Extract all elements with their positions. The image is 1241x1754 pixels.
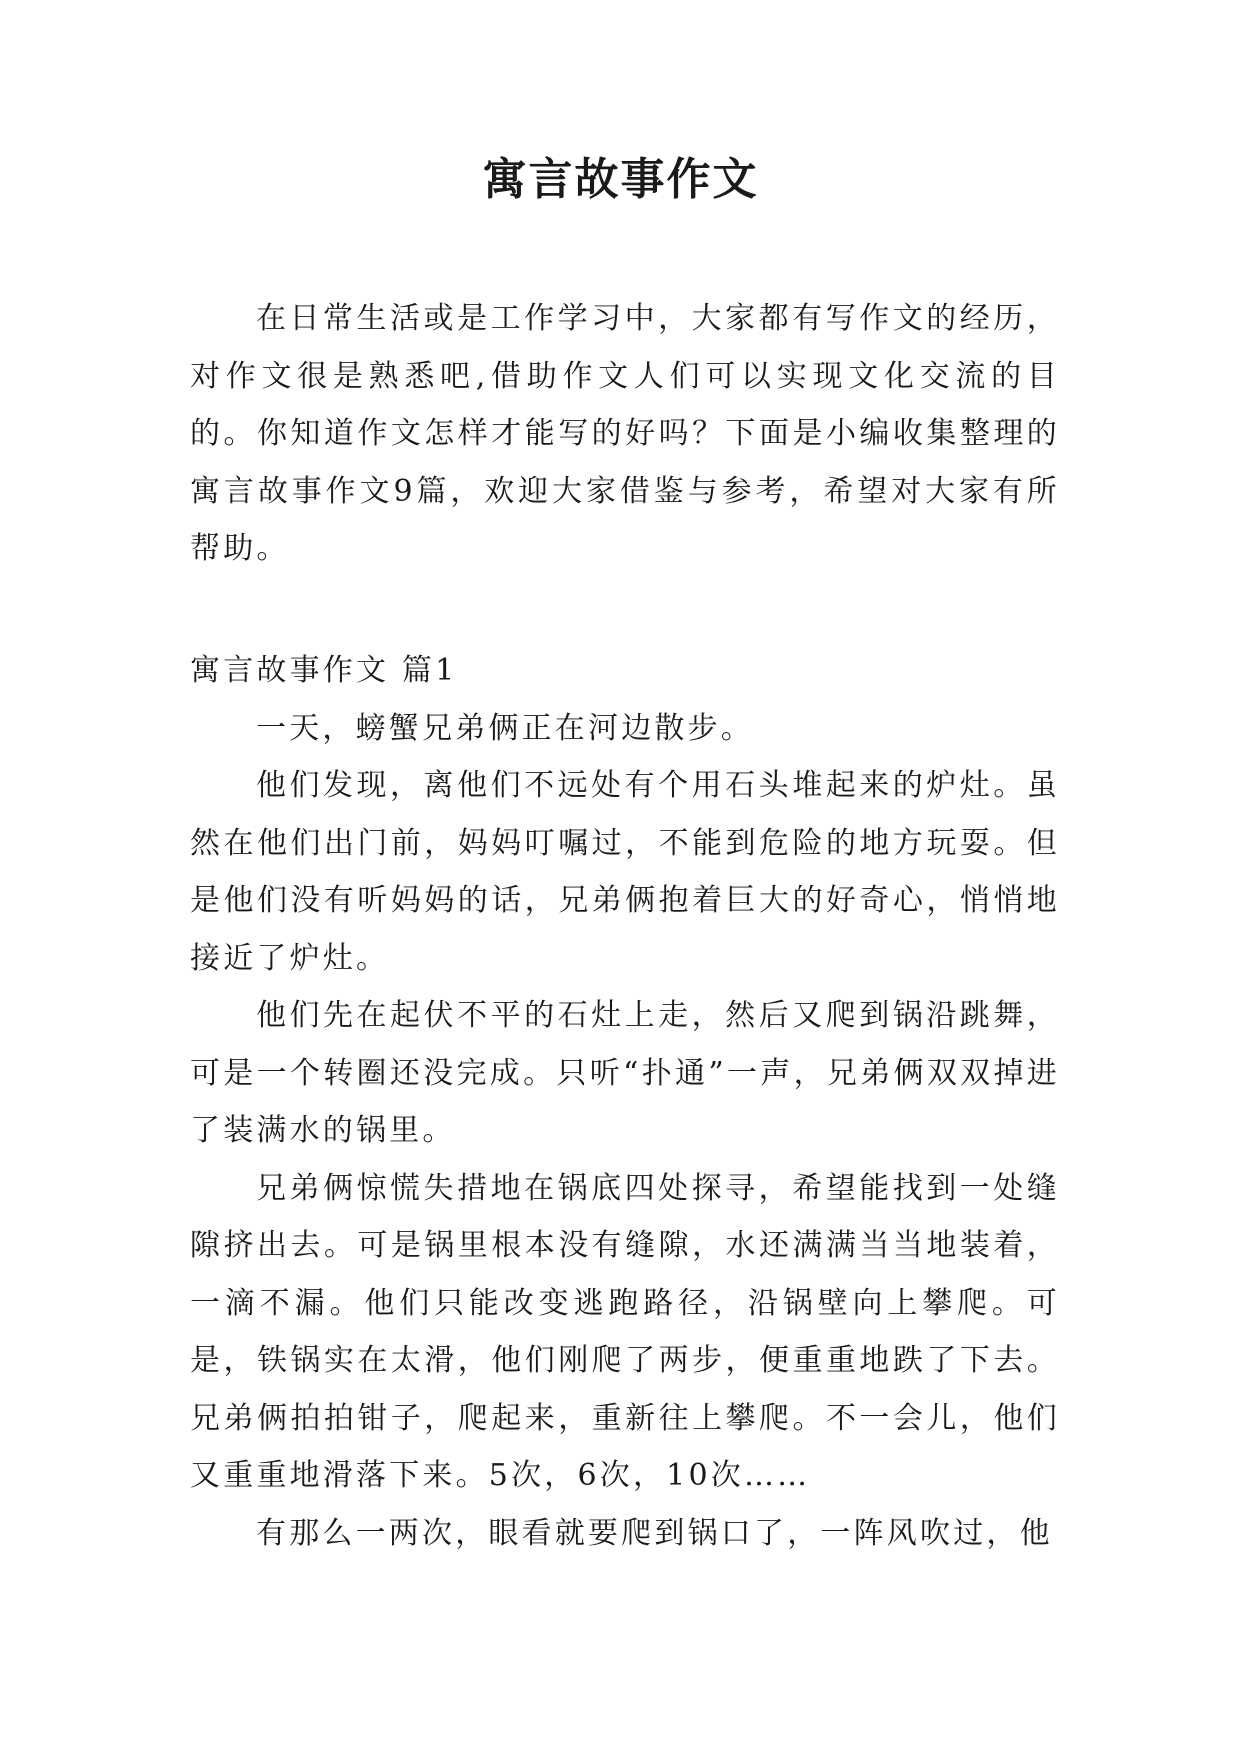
story-section-1 xyxy=(190,642,1060,1562)
story-paragraph-3: 他们先在起伏不平的石灶上走，然后又爬到锅沿跳舞，可是一个转圈还没完成。只听“扑通”一声，兄弟俩双双掉进了装满水的锅里。 xyxy=(190,998,1060,1148)
story-paragraph-4: 兄弟俩惊慌失措地在锅底四处探寻，希望能找到一处缝隙挤出去。可是锅里根本没有缝隙，水还满满当当地装着，一滴不漏。他们只能改变逃跑路径，沿锅壁向上攀爬。可是，铁锅实在太滑，他们刚爬了两步，便重重地跌了下去。兄弟俩拍拍钳子，爬起来，重新往上攀爬。不一会儿，他们又重重地滑落下来。5次，6次，10次…… xyxy=(190,1170,1060,1493)
story-paragraph-5: 有那么一两次，眼看就要爬到锅口了，一阵风吹过，他 xyxy=(256,1515,1053,1551)
section-heading: 寓言故事作文 篇1 xyxy=(190,653,458,688)
story-paragraph-2: 他们发现，离他们不远处有个用石头堆起来的炉灶。虽然在他们出门前，妈妈叮嘱过，不能到危险的地方玩耍。但是他们没有听妈妈的话，兄弟俩抱着巨大的好奇心，悄悄地接近了炉灶。 xyxy=(190,768,1060,976)
intro-paragraph: 在日常生活或是工作学习中，大家都有写作文的经历，对作文很是熟悉吧,借助作文人们可以实现文化交流的目的。你知道作文怎样才能写的好吗？下面是小编收集整理的寓言故事作文9篇，欢迎大家借鉴与参考，希望对大家有所帮助。 xyxy=(190,301,1060,566)
document-title: 寓言故事作文 xyxy=(482,154,759,205)
story-paragraph-1: 一天，螃蟹兄弟俩正在河边散步。 xyxy=(256,710,754,746)
